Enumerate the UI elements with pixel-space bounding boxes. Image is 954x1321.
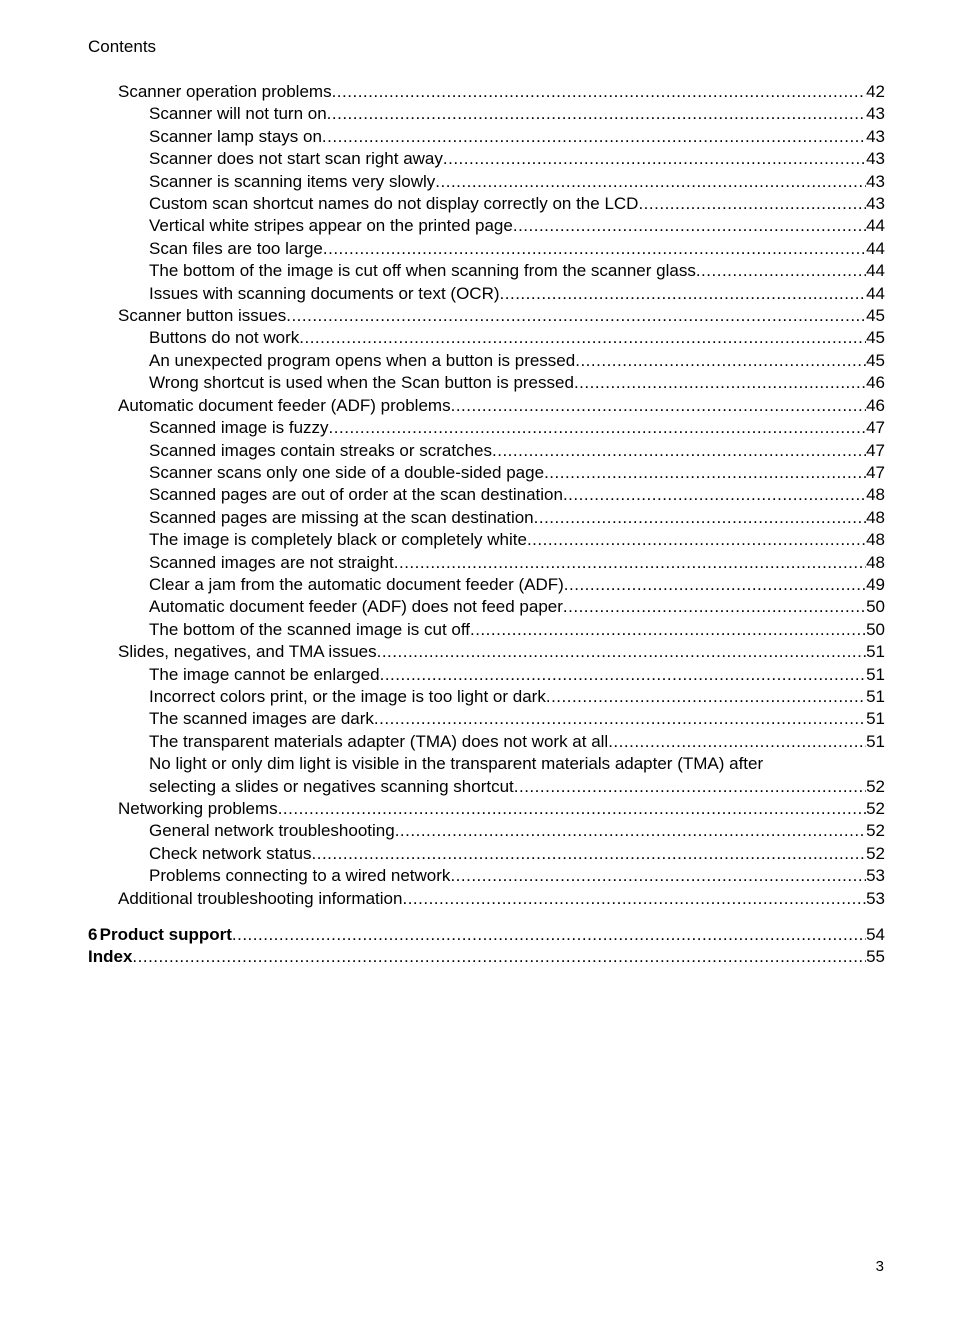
toc-entry-page: 53 bbox=[866, 888, 885, 908]
toc-entry-title: Scanner is scanning items very slowly bbox=[149, 171, 436, 191]
toc-entry[interactable] bbox=[88, 103, 885, 125]
dot-leader bbox=[435, 171, 866, 193]
toc-entry[interactable] bbox=[88, 350, 885, 372]
toc-entry-page: 47 bbox=[866, 462, 885, 482]
dot-leader bbox=[312, 843, 867, 865]
toc-entry[interactable] bbox=[88, 462, 885, 484]
running-header: Contents bbox=[88, 37, 157, 56]
dot-leader bbox=[450, 865, 866, 887]
toc-entry-title: Scan files are too large bbox=[149, 238, 323, 258]
toc-entry-title: Custom scan shortcut names do not display correctly on the LCD bbox=[149, 194, 639, 214]
toc-entry-page: 43 bbox=[866, 104, 885, 124]
toc-entry[interactable] bbox=[88, 552, 885, 574]
dot-leader bbox=[402, 888, 866, 910]
toc-entry-page: 43 bbox=[866, 171, 885, 191]
toc-entry-page: 48 bbox=[866, 552, 885, 572]
toc-entry-page: 48 bbox=[866, 530, 885, 550]
table-of-contents bbox=[88, 81, 885, 969]
toc-entry-page: 55 bbox=[866, 947, 885, 967]
toc-entry-title: General network troubleshooting bbox=[149, 821, 395, 841]
dot-leader bbox=[534, 507, 866, 529]
toc-entry[interactable] bbox=[88, 507, 885, 529]
toc-entry[interactable] bbox=[88, 283, 885, 305]
dot-leader bbox=[608, 731, 866, 753]
dot-leader bbox=[329, 417, 867, 439]
toc-entry-page: 52 bbox=[866, 776, 885, 796]
toc-entry[interactable] bbox=[88, 574, 885, 596]
toc-entry[interactable] bbox=[88, 417, 885, 439]
dot-leader bbox=[563, 484, 866, 506]
toc-entry-page: 51 bbox=[866, 709, 885, 729]
toc-entry-title: Scanner scans only one side of a double-sided page bbox=[149, 462, 545, 482]
toc-entry-title: Slides, negatives, and TMA issues bbox=[118, 642, 377, 662]
toc-entry[interactable] bbox=[88, 843, 885, 865]
toc-entry-title: Scanned images contain streaks or scratches bbox=[149, 440, 493, 460]
toc-entry[interactable] bbox=[88, 126, 885, 148]
toc-entry-page: 46 bbox=[866, 395, 885, 415]
toc-entry-page: 47 bbox=[866, 440, 885, 460]
toc-entry[interactable] bbox=[88, 193, 885, 215]
toc-entry-page: 42 bbox=[866, 82, 885, 101]
dot-leader bbox=[575, 350, 866, 372]
toc-entry[interactable] bbox=[88, 664, 885, 686]
toc-entry-title: Scanned images are not straight bbox=[149, 552, 394, 572]
toc-entry[interactable] bbox=[88, 327, 885, 349]
dot-leader bbox=[500, 283, 867, 305]
dot-leader bbox=[638, 193, 866, 215]
toc-entry-title: Scanned image is fuzzy bbox=[149, 418, 329, 438]
toc-chapter-entry[interactable] bbox=[88, 924, 885, 946]
toc-entry[interactable] bbox=[88, 865, 885, 887]
page-number: 3 bbox=[875, 1258, 884, 1275]
dot-leader bbox=[470, 619, 866, 641]
dot-leader bbox=[544, 462, 866, 484]
dot-leader bbox=[527, 529, 866, 551]
toc-entry[interactable] bbox=[88, 820, 885, 842]
toc-entry[interactable] bbox=[88, 753, 885, 798]
dot-leader bbox=[546, 686, 866, 708]
toc-entry-title: Check network status bbox=[149, 843, 312, 863]
toc-entry-page: 52 bbox=[866, 821, 885, 841]
toc-entry-title-line1: No light or only dim light is visible in the transparent materials adapter (TMA) after bbox=[149, 754, 764, 774]
toc-entry-page: 47 bbox=[866, 418, 885, 438]
toc-entry-title: Issues with scanning documents or text (OCR) bbox=[149, 283, 500, 303]
toc-chapter-entry[interactable] bbox=[88, 946, 885, 968]
chapter-number: 6 bbox=[88, 925, 98, 945]
toc-entry-title: The bottom of the scanned image is cut off bbox=[149, 619, 470, 639]
toc-entry[interactable] bbox=[88, 641, 885, 663]
toc-entry-page: 49 bbox=[866, 574, 885, 594]
toc-entry-title: The image cannot be enlarged bbox=[149, 664, 380, 684]
toc-entry[interactable] bbox=[88, 888, 885, 910]
toc-entry[interactable] bbox=[88, 171, 885, 193]
toc-entry-title: Additional troubleshooting information bbox=[118, 888, 403, 908]
toc-entry[interactable] bbox=[88, 686, 885, 708]
toc-entry[interactable] bbox=[88, 798, 885, 820]
dot-leader bbox=[278, 798, 866, 820]
toc-entry-page: 43 bbox=[866, 194, 885, 214]
toc-entry-title: The transparent materials adapter (TMA) does not work at all bbox=[149, 731, 609, 751]
toc-entry-title: Scanned pages are out of order at the scan destination bbox=[149, 485, 563, 505]
toc-entry-page: 45 bbox=[866, 350, 885, 370]
toc-entry-title: An unexpected program opens when a button is pressed bbox=[149, 350, 576, 370]
toc-entry-page: 53 bbox=[866, 866, 885, 886]
toc-entry-title: Scanner does not start scan right away bbox=[149, 149, 443, 169]
toc-entry-page: 51 bbox=[866, 731, 885, 751]
dot-leader bbox=[563, 596, 866, 618]
dot-leader bbox=[574, 372, 866, 394]
toc-entry-title: Automatic document feeder (ADF) problems bbox=[118, 395, 451, 415]
dot-leader bbox=[299, 327, 866, 349]
dot-leader bbox=[286, 305, 866, 327]
toc-entry-title: Wrong shortcut is used when the Scan button is pressed bbox=[149, 373, 574, 393]
dot-leader bbox=[696, 260, 866, 282]
dot-leader bbox=[374, 708, 866, 730]
toc-entry[interactable] bbox=[88, 260, 885, 282]
toc-entry-page: 52 bbox=[866, 843, 885, 863]
toc-entry[interactable] bbox=[88, 238, 885, 260]
toc-entry-page: 44 bbox=[866, 283, 885, 303]
dot-leader bbox=[513, 215, 866, 237]
toc-entry-page: 52 bbox=[866, 799, 885, 818]
toc-entry-title-line2: selecting a slides or negatives scanning shortcut bbox=[149, 776, 514, 796]
toc-entry[interactable] bbox=[88, 215, 885, 237]
toc-entry-title: Incorrect colors print, or the image is too light or dark bbox=[149, 686, 546, 706]
dot-leader bbox=[323, 238, 866, 260]
toc-entry[interactable] bbox=[88, 395, 885, 417]
toc-entry[interactable] bbox=[88, 81, 885, 103]
dot-leader bbox=[232, 924, 866, 946]
dot-leader bbox=[443, 148, 866, 170]
toc-entry[interactable] bbox=[88, 731, 885, 753]
toc-entry-page: 45 bbox=[866, 328, 885, 348]
toc-entry-title: The scanned images are dark bbox=[149, 709, 374, 729]
toc-entry-page: 43 bbox=[866, 149, 885, 169]
toc-entry-title: Vertical white stripes appear on the printed page bbox=[149, 216, 513, 236]
toc-entry-page: 46 bbox=[866, 373, 885, 393]
toc-entry-title: Scanner lamp stays on bbox=[149, 126, 322, 146]
toc-entry-page: 44 bbox=[866, 216, 885, 236]
toc-entry[interactable] bbox=[88, 148, 885, 170]
toc-entry[interactable] bbox=[88, 596, 885, 618]
toc-entry-page: 51 bbox=[866, 686, 885, 706]
toc-entry-title: Scanner button issues bbox=[118, 306, 287, 326]
toc-entry-page: 48 bbox=[866, 507, 885, 527]
toc-entry-title: The bottom of the image is cut off when scanning from the scanner glass bbox=[149, 261, 696, 281]
toc-entry-continuation bbox=[149, 776, 885, 798]
toc-entry-page: 50 bbox=[866, 597, 885, 617]
toc-entry-title: Scanner will not turn on bbox=[149, 104, 327, 124]
dot-leader bbox=[132, 946, 866, 968]
toc-entry-page: 44 bbox=[866, 261, 885, 281]
toc-entry-title: Problems connecting to a wired network bbox=[149, 866, 451, 886]
toc-entry-page: 51 bbox=[866, 664, 885, 684]
dot-leader bbox=[395, 820, 866, 842]
toc-entry-page: 51 bbox=[866, 642, 885, 662]
dot-leader bbox=[327, 103, 866, 125]
toc-entry-title: Scanned pages are missing at the scan destination bbox=[149, 507, 534, 527]
dot-leader bbox=[451, 395, 866, 417]
toc-entry[interactable] bbox=[88, 619, 885, 641]
toc-entry-title: Buttons do not work bbox=[149, 328, 300, 348]
toc-entry-page: 43 bbox=[866, 126, 885, 146]
toc-entry[interactable] bbox=[88, 305, 885, 327]
toc-entry-title: Index bbox=[88, 947, 133, 967]
toc-entry[interactable] bbox=[88, 372, 885, 394]
toc-entry[interactable] bbox=[88, 529, 885, 551]
dot-leader bbox=[514, 776, 866, 798]
toc-entry-page: 54 bbox=[866, 925, 885, 945]
toc-entry-title: The image is completely black or completely white bbox=[149, 530, 527, 550]
toc-entry-page: 45 bbox=[866, 306, 885, 326]
dot-leader bbox=[380, 664, 866, 686]
toc-entry-page: 48 bbox=[866, 485, 885, 505]
toc-entry[interactable] bbox=[88, 708, 885, 730]
dot-leader bbox=[492, 440, 866, 462]
dot-leader bbox=[394, 552, 866, 574]
toc-entry-title: Product support bbox=[99, 925, 232, 945]
dot-leader bbox=[377, 641, 866, 663]
toc-entry-page: 44 bbox=[866, 238, 885, 258]
toc-entry[interactable] bbox=[88, 484, 885, 506]
dot-leader bbox=[332, 81, 867, 103]
toc-entry-page: 50 bbox=[866, 619, 885, 639]
toc-entry-title: Networking problems bbox=[118, 799, 278, 818]
toc-entry[interactable] bbox=[88, 440, 885, 462]
dot-leader bbox=[564, 574, 866, 596]
dot-leader bbox=[322, 126, 866, 148]
toc-entry-title: Automatic document feeder (ADF) does not feed paper bbox=[149, 597, 563, 617]
toc-entry-title: Scanner operation problems bbox=[118, 82, 332, 101]
toc-entry-title: Clear a jam from the automatic document feeder (ADF) bbox=[149, 574, 564, 594]
